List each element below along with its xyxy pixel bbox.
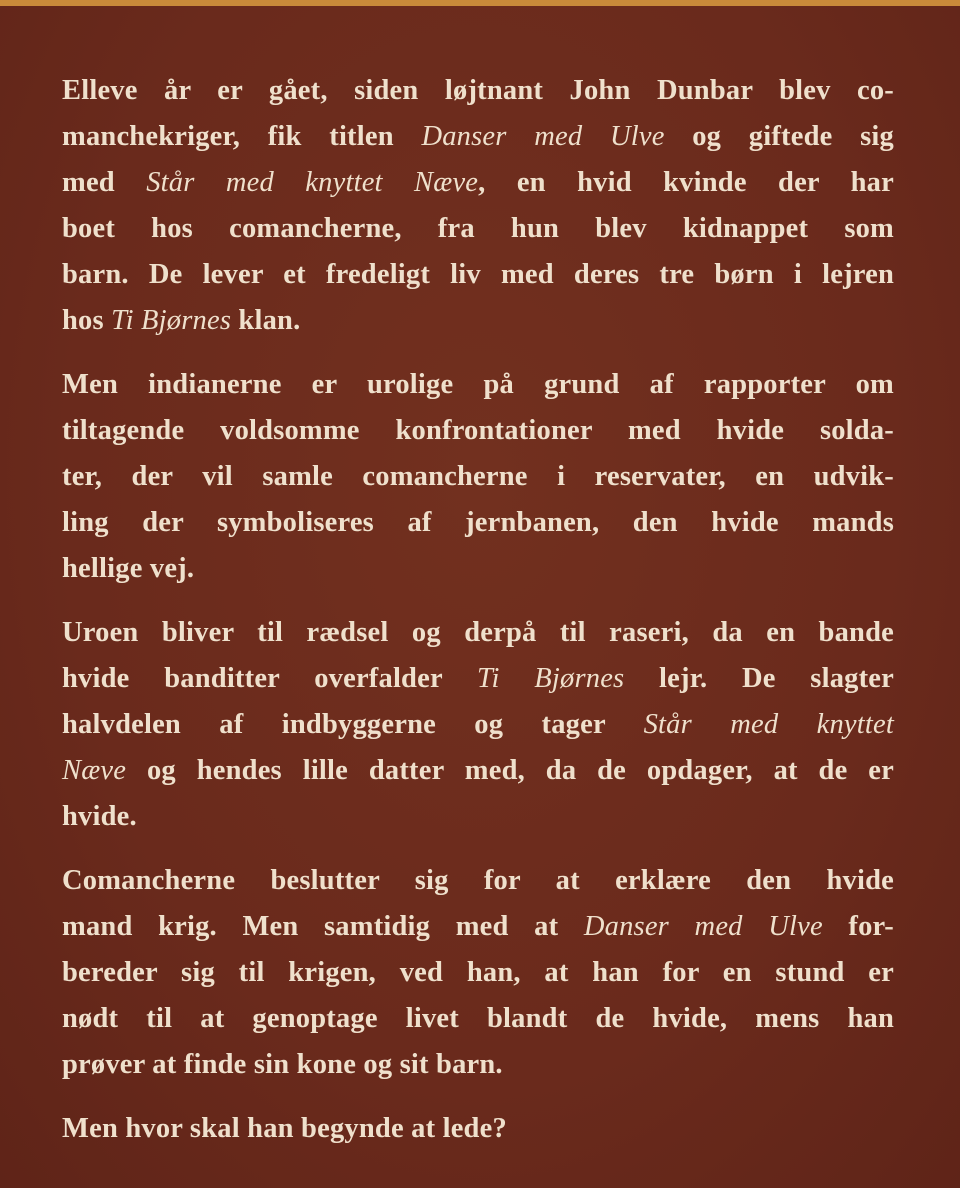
text-segment: Elleve år er gået, siden løjtnant John Dunbar blev co- [62,75,894,106]
text-line [62,702,894,748]
paragraph [62,68,894,344]
text-segment: ling der symboliseres af jernbanen, den hvide mands [62,507,894,538]
text-line [62,160,894,206]
text-segment: ter, der vil samle comancherne i reservater, en udvik- [62,461,894,492]
text-segment: nødt til at genoptage livet blandt de hvide, mens han [62,1003,894,1034]
text-line [62,114,894,160]
paragraph [62,610,894,840]
italic-title-text: Ti Bjørnes [111,305,232,336]
text-segment: Comancherne beslutter sig for at erklære den hvide [62,865,894,896]
text-line [62,68,894,114]
text-segment: prøver at finde sin kone og sit barn. [62,1049,503,1080]
text-segment: halvdelen af indbyggerne og tager [62,709,644,740]
italic-title-text: Næve [62,755,127,786]
text-line [62,794,894,840]
italic-title-text: Danser med Ulve [583,911,823,942]
text-segment: for- [822,911,894,942]
text-segment: lejr. De slagter [624,663,895,694]
paragraph [62,1106,894,1152]
text-segment: og giftede sig [664,121,895,152]
text-segment: og hendes lille datter med, da de opdager, at de er [126,755,894,786]
text-segment: med [62,167,147,198]
text-line [62,656,894,702]
text-line [62,1042,894,1088]
blurb-text [62,68,894,1170]
text-segment: klan. [231,305,301,336]
text-segment: , en hvid kvinde der har [478,167,894,198]
text-segment: Men hvor skal han begynde at lede? [62,1113,507,1144]
text-line [62,206,894,252]
text-line [62,748,894,794]
text-line [62,252,894,298]
text-segment: hos [62,305,112,336]
italic-title-text: Danser med Ulve [421,121,665,152]
text-line [62,362,894,408]
text-line [62,546,894,592]
text-line [62,298,894,344]
text-segment: bereder sig til krigen, ved han, at han for en stund er [62,957,894,988]
text-line [62,904,894,950]
paragraph [62,362,894,592]
text-segment: hvide banditter overfalder [62,663,477,694]
text-segment: mand krig. Men samtidig med at [62,911,584,942]
text-segment: Uroen bliver til rædsel og derpå til raseri, da en bande [62,617,894,648]
italic-title-text: Står med knyttet Næve [146,167,479,198]
text-segment: boet hos comancherne, fra hun blev kidnappet som [62,213,894,244]
text-line [62,454,894,500]
text-line [62,950,894,996]
text-segment: Men indianerne er urolige på grund af rapporter om [62,369,894,400]
text-line [62,858,894,904]
text-line [62,408,894,454]
text-line [62,610,894,656]
text-segment: hvide. [62,801,137,832]
italic-title-text: Ti Bjørnes [477,663,625,694]
text-line [62,996,894,1042]
text-segment: manchekriger, fik titlen [62,121,422,152]
text-line [62,1106,894,1152]
paragraph [62,858,894,1088]
italic-title-text: Står med knyttet [643,709,894,740]
text-segment: tiltagende voldsomme konfrontationer med hvide solda- [62,415,894,446]
text-segment: hellige vej. [62,553,195,584]
text-segment: barn. De lever et fredeligt liv med deres tre børn i lejren [62,259,894,290]
text-line [62,500,894,546]
